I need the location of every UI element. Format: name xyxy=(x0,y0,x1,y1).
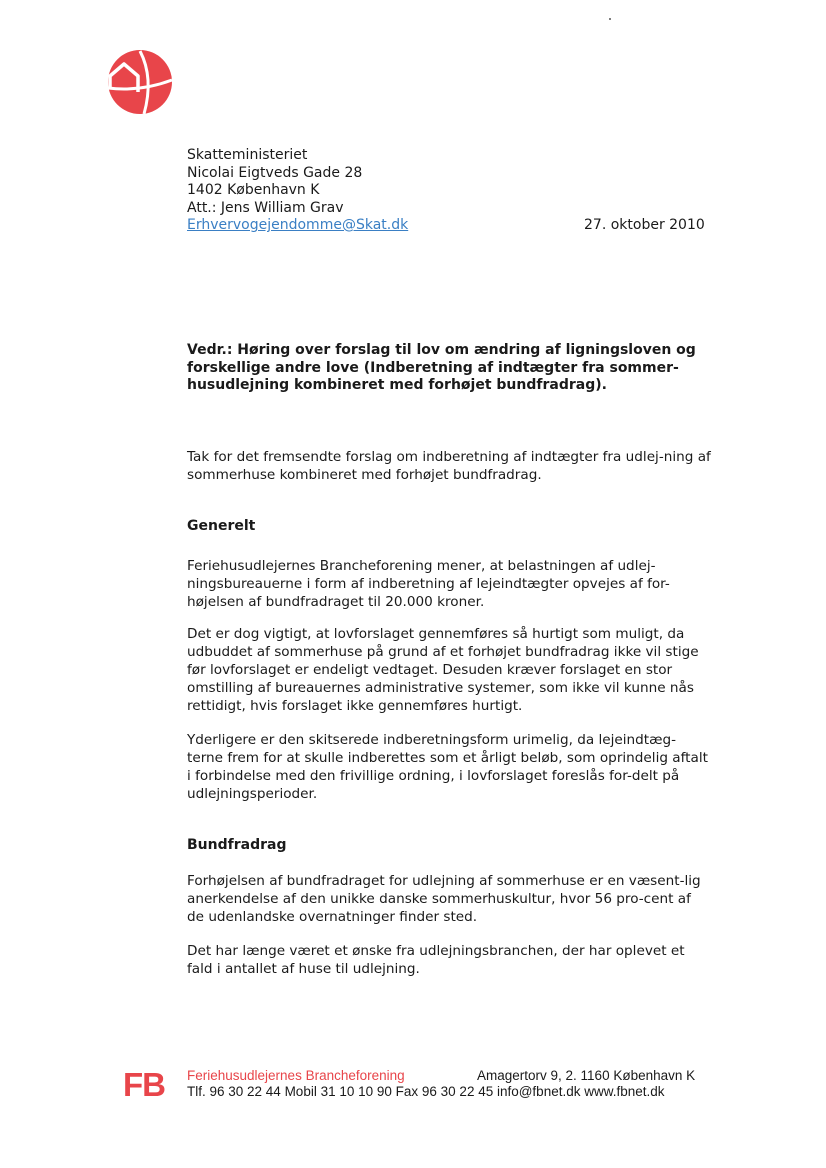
bundfradrag-paragraph-2: Det har længe været et ønske fra udlejningsbranchen, der har oplevet et fald i antallet af huse til udlejning. xyxy=(187,943,685,977)
general-paragraph-3: Yderligere er den skitserede indberetningsform urimelig, da lejeindtæg-terne frem for at skulle indberettes som et årligt beløb, som oprindelig aftalt i forbindelse med den frivillige ordning, i lovforslaget foreslås for-delt på udlejningsperioder. xyxy=(187,732,708,802)
recipient-name: Skatteministeriet xyxy=(187,147,308,163)
recipient-address xyxy=(187,147,408,235)
letter-subject: Vedr.: Høring over forslag til lov om ændring af ligningsloven og forskellige andre love (Indberetning af indtægter fra sommer-husudlejning kombineret med forhøjet bundfradrag). xyxy=(187,342,696,393)
scan-speck xyxy=(609,18,611,20)
section-heading-bundfradrag: Bundfradrag xyxy=(187,837,287,853)
globe-house-logo-icon xyxy=(104,48,176,116)
footer-org-name: Feriehusudlejernes Brancheforening xyxy=(187,1068,405,1083)
recipient-street: Nicolai Eigtveds Gade 28 xyxy=(187,164,363,181)
bundfradrag-paragraph-1: Forhøjelsen af bundfradraget for udlejning af sommerhuse er en væsent-lig anerkendelse af den unikke danske sommerhuskultur, hvor 56 pro-cent af de udenlandske overnatninger finder sted. xyxy=(187,873,701,925)
footer-fb-logo: FB xyxy=(123,1066,165,1103)
intro-paragraph: Tak for det fremsendte forslag om indberetning af indtægter fra udlej-ning af sommerhuse kombineret med forhøjet bundfradrag. xyxy=(187,449,711,483)
general-paragraph-1: Feriehusudlejernes Brancheforening mener, at belastningen af udlej-ningsbureauerne i form af indberetning af lejeindtægter opvejes af for-højelsen af bundfradraget til 20.000 kroner. xyxy=(187,558,670,610)
footer-address: Amagertorv 9, 2. 1160 København K xyxy=(477,1068,696,1083)
section-heading-general: Generelt xyxy=(187,518,256,534)
footer-contact: Tlf. 96 30 22 44 Mobil 31 10 10 90 Fax 96 30 22 45 info@fbnet.dk www.fbnet.dk xyxy=(187,1084,665,1099)
recipient-email-link[interactable]: Erhvervogejendomme@Skat.dk xyxy=(187,217,409,233)
recipient-city: 1402 København K xyxy=(187,182,320,198)
letter-date: 27. oktober 2010 xyxy=(584,217,705,233)
recipient-attention: Att.: Jens William Grav xyxy=(187,199,344,216)
general-paragraph-2: Det er dog vigtigt, at lovforslaget gennemføres så hurtigt som muligt, da udbuddet af sommerhuse på grund af et forhøjet bundfradrag ikke vil stige før lovforslaget er endeligt vedtaget. Desuden kræver forslaget en stor omstilling af bureauernes administrative systemer, som ikke vil kunne nås rettidigt, hvis forslaget ikke gennemføres hurtigt. xyxy=(187,626,699,714)
